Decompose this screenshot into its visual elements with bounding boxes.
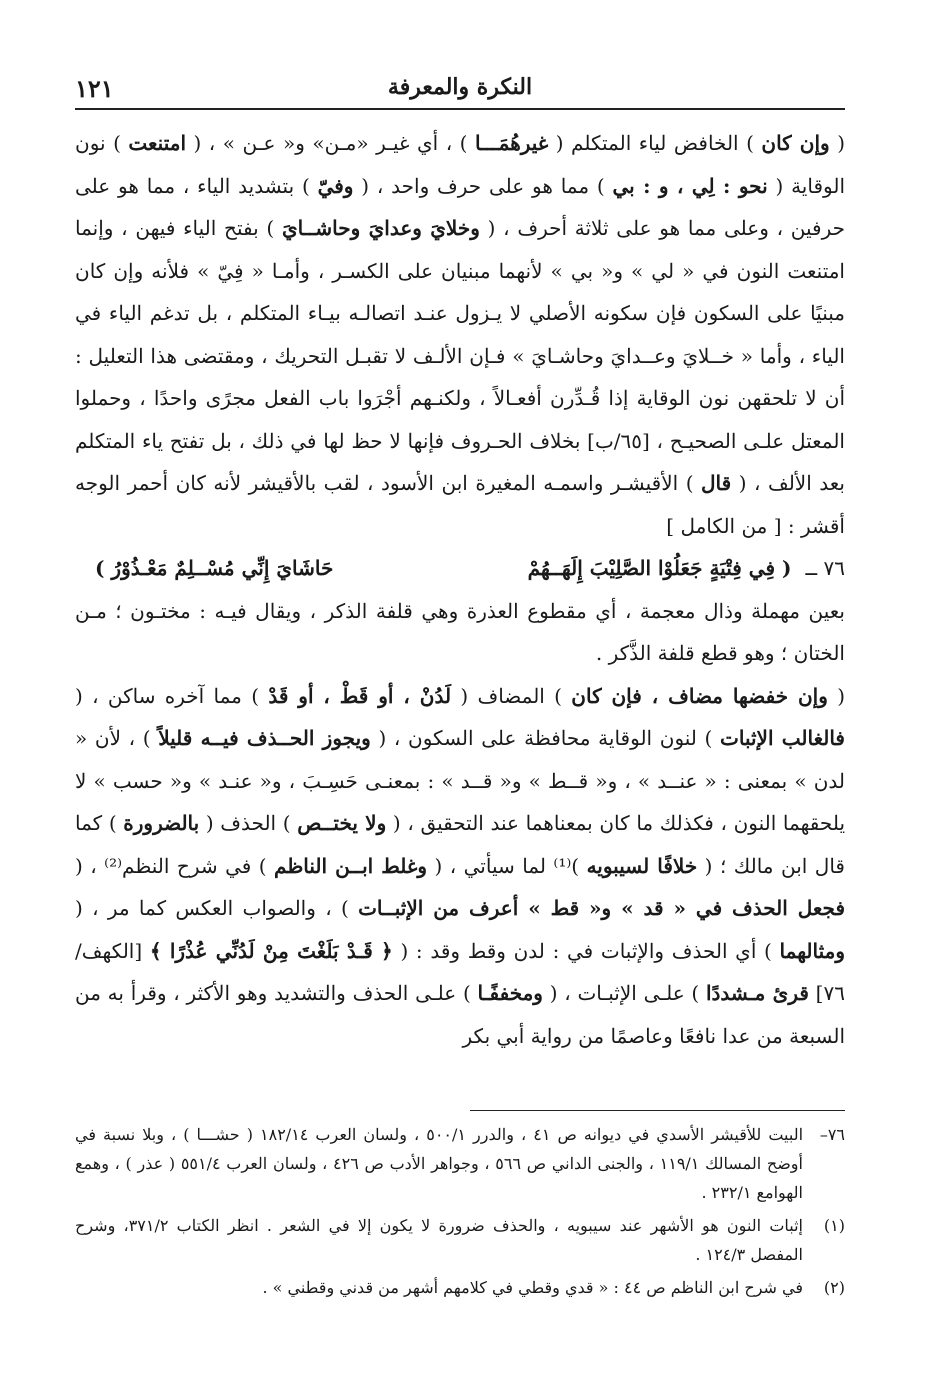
verse-number: ٧٦ ــ (805, 556, 845, 580)
footnote-separator (470, 1110, 845, 1111)
footnote-text: في شرح ابن الناظم ص ٤٤ : « قدي وقطي في كلامهم أشهر من قدني وقطني » . (262, 1278, 803, 1297)
footnote-text: إثبات النون هو الأشهر عند سيبويه ، والحذف ضرورة لا يكون إلا في الشعر . انظر الكتاب ٣٧١/٢، وشرح المفصل ١٢٤/٣ . (75, 1216, 803, 1264)
bold-term: ﴿ قَـدْ بَلَغْتَ مِنْ لَدُنِّي عُذْرًا ﴾ (149, 938, 393, 963)
footnote (75, 1120, 845, 1207)
bold-term: ومثالهما (779, 938, 846, 963)
page-number: ١٢١ (75, 74, 114, 103)
paragraph: بعين مهملة وذال معجمة ، أي مقطوع العذرة وهي قلفة الذكر ، ويقال فيـه : مختـون ؛ مـن الختان ؛ وهو قطع قلفة الذَّكر . (75, 598, 845, 665)
bold-term: قال (701, 471, 732, 495)
bold-term: لَدُنْ ، أو قَطْ ، أو قَدْ (268, 683, 452, 708)
bold-term: وإن كان (761, 131, 830, 155)
footnote (75, 1273, 845, 1302)
bold-term: خلافًا لسيبويه (586, 853, 698, 878)
verse-first-hemistich: ( فِي فِتْيَةٍ جَعَلُوْا الصَّلِيْبَ إِلَهَــهُمْ (527, 556, 792, 580)
bold-term: نحو : لِي ، و : بي (612, 173, 768, 198)
footnote-text: البيت للأقيشر الأسدي في ديوانه ص ٤١ ، والدرر ٥٠٠/١ ، ولسان العرب ١٨٢/١٤ ( حشـــا ) ، وبلا نسبة في أوضح المسالك ١١٩/١ ، والجنى الداني ص ٥٦٦ ، وجواهر الأدب ص ٤٢٦ ، ولسان العرب ٥٥١/٤ ( عذر ) ، وهمع الهوامع ٢٣٢/١ . (75, 1125, 804, 1202)
footnote (75, 1211, 845, 1269)
footnotes (75, 1120, 845, 1306)
bold-term: وغلط ابــن الناظم (274, 853, 427, 878)
main-text (75, 122, 845, 1057)
bold-term: ولا يختــص (297, 811, 387, 835)
bold-term: امتنعت (128, 131, 187, 155)
footnote-marker: ٧٦– (819, 1125, 845, 1144)
bold-term: ويجوز الحــذف فيــه قليلاً (158, 726, 371, 750)
bold-term: وفيّ (317, 173, 354, 198)
poem-verse (75, 547, 845, 590)
footnote-marker: (٢) (823, 1278, 845, 1297)
bold-term: قرئ مـشددًا (705, 981, 809, 1005)
verse-second-hemistich: حَاشَايَ إِنِّي مُسْــلِمٌ مَعْـذُوْرُ ) (95, 556, 334, 580)
running-title: النكرة والمعرفة (387, 74, 533, 100)
bold-term: فجعل الحذف في « قد » و« قط » أعرف من الإثبــات (358, 896, 846, 920)
paragraph: ( وإن خفضها مضاف ، فإن كان ) المضاف ( لَدُنْ ، أو قَطْ ، أو قَدْ ) مما آخره ساكن ، ( فالغالب الإثبات ) لنون الوقاية محافظة على السكون ، ( ويجوز الحــذف فيــه قليلاً ) ، لأن « لدن » بمعنى : « عنــد » ، و« قــط » و« قــد » : بمعنـى حَسِـبَ ، و« عنـد » و« حسب » لا يلحقهما النون ، فكذلك ما كان بمعناهما عند التحقيق ، ( ولا يختــص ) الحذف ( بالضرورة ) كما قال ابن مالك ؛ ( خلافًا لسيبويه )⁽¹⁾ لما سيأتي ، ( وغلط ابــن الناظم ) في شرح النظم⁽²⁾ ، ( فجعل الحذف في « قد » و« قط » أعرف من الإثبــات ) ، والصواب العكس كما مر ، ( ومثالهما ) أي الحذف والإثبات في : لدن وقط وقد : ( ﴿ قَـدْ بَلَغْتَ مِنْ لَدُنِّي عُذْرًا ﴾ [الكهف/٧٦] قرئ مـشددًا ) علـى الإثبـات ، ( ومخففًـا ) علـى الحذف والتشديد وهو الأكثر ، وقرأ به من السبعة من عدا نافعًا وعاصمًا من رواية أبي بكر (75, 683, 846, 1048)
paragraph: ( وإن كان ) الخافض لياء المتكلم ( غيرهُمَـــا ) ، أي غيـر «مـن» و« عـن » ، ( امتنعت ) نون الوقاية ( نحو : لِي ، و : بي ) مما هو على حرف واحد ، ( وفيّ ) بتشديد الياء ، مما هو على حرفين ، وعلى مما هو على ثلاثة أحرف ، ( وخلايَ وعدايَ وحاشــايَ ) بفتح الياء فيهن ، وإنما امتنعت النون في « لي » و« بي » لأنهما مبنيان على الكسـر ، وأمـا « فِيّ » فلأنه وإن كان مبنيًا على السكون فإن سكونه الأصلي لا يـزول عنـد اتصالـه بيـاء المتكلم ، بل تدغم الياء في الياء ، وأما « خــلايَ وعــدايَ وحاشـايَ » فـإن الألـف لا تقبـل التحريك ، ومقتضى هذا التعليل : أن لا تلحقهن نون الوقاية إذا قُـدِّرن أفعـالاً ، ولكنـهم أجْرَوا باب الفعل مجرًى واحدًا ، وحملوا المعتل علـى الصحيـح ، [٦٥/ب] بخلاف الحـروف فإنها لا حظ لها في ذلك ، بل تفتح ياء المتكلم بعد الألف ، ( قال ) الأقيشـر واسمـه المغيرة ابن الأسود ، لقب بالأقيشر لأنه كان أحمر الوجه أقشر : [ من الكامل ] (75, 131, 845, 538)
footnote-marker: (١) (823, 1216, 845, 1235)
bold-term: فالغالب الإثبات (720, 726, 845, 750)
bold-term: غيرهُمَـــا (474, 131, 549, 155)
page-header (75, 72, 845, 110)
bold-term: ومخففًـا (477, 981, 543, 1005)
bold-term: وخلايَ وعدايَ وحاشــايَ (281, 216, 480, 240)
bold-term: وإن خفضها مضاف ، فإن كان (571, 683, 828, 708)
bold-term: بالضرورة (123, 811, 200, 835)
